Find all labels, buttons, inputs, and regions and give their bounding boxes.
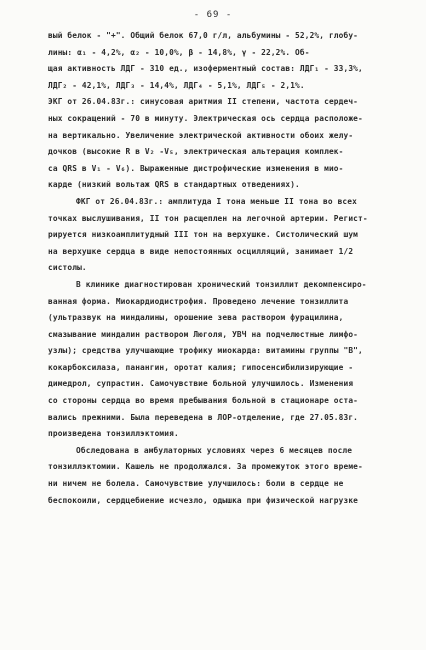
- text-line: на вертикально. Увеличение электрической активности обоих желу-: [48, 130, 354, 140]
- text-line: вались прежними. Была переведена в ЛОР-отделение, где 27.05.83г.: [48, 412, 359, 422]
- text-line: на верхушке сердца в виде непостоянных осцилляций, занимает 1/2: [48, 246, 354, 256]
- text-line: са QRS в V₁ - V₆). Выраженные дистрофические изменения в мио-: [48, 163, 344, 173]
- text-line: ни ничем не болела. Самочувствие улучшилось: боли в сердце не: [48, 479, 344, 489]
- text-line: щая активность ЛДГ - 310 ед., изоферментный состав: ЛДГ₁ - 33,3%,: [48, 64, 363, 74]
- text-line: точках выслушивания, II тон расщеплен на легочной артерии. Регист-: [48, 213, 368, 223]
- text-line: карде (низкий вольтаж QRS в стандартных отведениях).: [48, 180, 300, 190]
- text-line: со стороны сердца во время пребывания больной в стационаре оста-: [48, 396, 359, 406]
- text-line: произведена тонзиллэктомия.: [48, 429, 179, 439]
- text-line: вый белок - "+". Общий белок 67,0 г/л, альбумины - 52,2%, глобу-: [48, 31, 359, 40]
- text-line: Обследована в амбулаторных условиях через 6 месяцев после: [76, 445, 353, 455]
- page-number: - 69 -: [193, 10, 233, 20]
- text-line: тонзиллэктомии. Кашель не продолжался. За промежуток этого време-: [48, 462, 363, 472]
- text-line: смазывание миндалин раствором Люголя, УВЧ на подчелюстные лимфо-: [48, 329, 359, 339]
- text-line: димедрол, супрастин. Самочувствие больной улучшилось. Изменения: [48, 379, 354, 389]
- text-line: ванная форма. Миокардиодистрофия. Проведено лечение тонзиллита: [48, 296, 349, 306]
- text-line: рируется низкоамплитудный III тон на верхушке. Систолический шум: [48, 230, 359, 240]
- text-line: В клинике диагностирован хронический тонзиллит декомпенсиро-: [76, 279, 367, 289]
- text-line: беспокоили, сердцебиение исчезло, одышка при физической нагрузке: [48, 495, 359, 505]
- text-line: узлы); средства улучшающие трофику миокарда: витамины группы "В",: [48, 346, 363, 356]
- text-line: лины: α₁ - 4,2%, α₂ - 10,0%, β - 14,8%, γ - 22,2%. Об-: [48, 47, 310, 57]
- text-line: ЭКГ от 26.04.83г.: синусовая аритмия II степени, частота сердеч-: [48, 97, 359, 107]
- text-line: (ультразвук на миндалины, орошение зева раствором фурацилина,: [48, 313, 344, 323]
- text-line: ФКГ от 26.04.83г.: амплитуда I тона меньше II тона во всех: [76, 196, 357, 206]
- text-line: ЛДГ₂ - 42,1%, ЛДГ₃ - 14,4%, ЛДГ₄ - 5,1%, ЛДГ₅ - 2,1%.: [48, 80, 305, 90]
- text-line: систолы.: [48, 263, 87, 273]
- text-line: кокарбоксилаза, панангин, оротат калия; гипосенсибилизирующие -: [48, 362, 354, 372]
- text-line: дочков (высокие R в V₂ -V₅, электрическая альтерация комплек-: [48, 147, 344, 157]
- text-line: ных сокращений - 70 в минуту. Электрическая ось сердца расположе-: [48, 113, 363, 123]
- body-text: [48, 28, 414, 509]
